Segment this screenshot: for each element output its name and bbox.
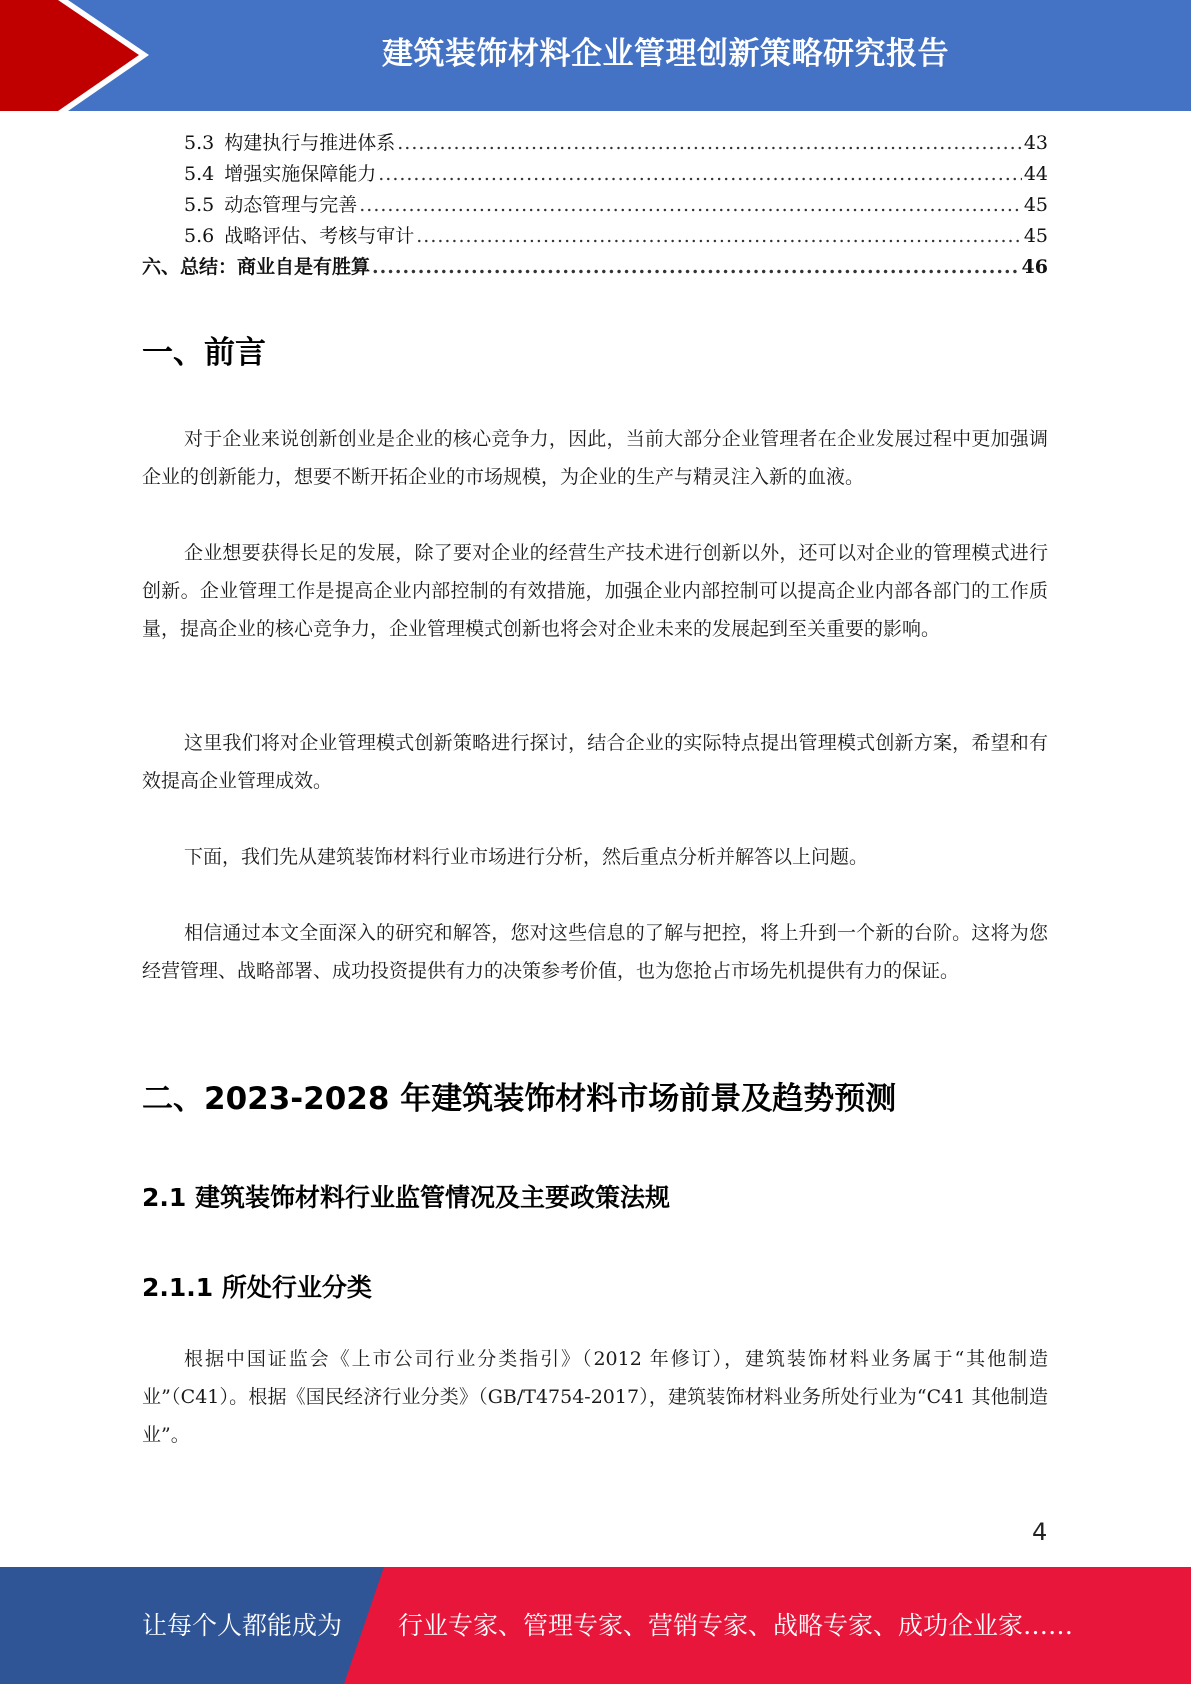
footer-slogan-right: 行业专家、管理专家、营销专家、战略专家、成功企业家…… (398, 1611, 1074, 1640)
toc-entry-title: 构建执行与推进体系 (224, 132, 396, 154)
toc-entry-page: 46 (1021, 256, 1048, 278)
regulation-subheading: 2.1 建筑装饰材料行业监管情况及主要政策法规 (142, 1183, 670, 1212)
toc-entry[interactable] (142, 128, 1048, 159)
preface-paragraph-3: 这里我们将对企业管理模式创新策略进行探讨，结合企业的实际特点提出管理模式创新方案，希望和有效提高企业管理成效。 (142, 732, 1048, 792)
preface-heading: 一、前言 (142, 335, 266, 371)
industry-classification-subheading: 2.1.1 所处行业分类 (142, 1273, 372, 1302)
toc-entry-page: 43 (1023, 132, 1048, 154)
toc-entry[interactable] (142, 221, 1048, 252)
page-footer (0, 1567, 1191, 1684)
toc-leader-dots (372, 252, 1020, 283)
toc-entry-title: 战略评估、考核与审计 (224, 225, 415, 247)
toc-entry-number: 5.5 (184, 194, 215, 216)
toc-entry-page: 45 (1023, 225, 1048, 247)
toc-entry-title: 增强实施保障能力 (224, 163, 377, 185)
toc-entry-title: 动态管理与完善 (224, 194, 358, 216)
footer-slogan-left: 让每个人都能成为 (142, 1611, 343, 1640)
toc-entry[interactable] (142, 190, 1048, 221)
preface-paragraph-2: 企业想要获得长足的发展，除了要对企业的经营生产技术进行创新以外，还可以对企业的管理模式进行创新。企业管理工作是提高企业内部控制的有效措施，加强企业内部控制可以提高企业内部各部门的工作质量，提高企业的核心竞争力，企业管理模式创新也将会对企业未来的发展起到至关重要的影响。 (142, 542, 1048, 640)
toc-leader-dots (397, 128, 1022, 159)
toc-entry-chapter[interactable] (142, 252, 1048, 283)
report-title: 建筑装饰材料企业管理创新策略研究报告 (382, 35, 949, 72)
toc-leader-dots (416, 221, 1022, 252)
header-flag-shape (0, 0, 160, 111)
toc-entry[interactable] (142, 159, 1048, 190)
market-forecast-heading: 二、2023-2028 年建筑装饰材料市场前景及趋势预测 (142, 1081, 897, 1117)
toc-entry-page: 44 (1023, 163, 1048, 185)
toc-entry-number: 5.3 (184, 132, 215, 154)
preface-paragraph-4: 下面，我们先从建筑装饰材料行业市场进行分析，然后重点分析并解答以上问题。 (184, 846, 869, 868)
page-header (0, 0, 1191, 111)
preface-paragraph-5: 相信通过本文全面深入的研究和解答，您对这些信息的了解与把控，将上升到一个新的台阶。这将为您经营管理、战略部署、成功投资提供有力的决策参考价值，也为您抢占市场先机提供有力的保证。 (142, 922, 1048, 982)
toc-leader-dots (359, 190, 1022, 221)
toc-entry-number: 5.4 (184, 163, 215, 185)
page-number: 4 (1032, 1518, 1048, 1546)
toc-leader-dots (378, 159, 1022, 190)
preface-paragraph-1: 对于企业来说创新创业是企业的核心竞争力，因此，当前大部分企业管理者在企业发展过程中更加强调企业的创新能力，想要不断开拓企业的市场规模，为企业的生产与精灵注入新的血液。 (142, 428, 1048, 488)
toc-entry-title: 六、总结：商业自是有胜算 (142, 256, 371, 278)
classification-paragraph: 根据中国证监会《上市公司行业分类指引》（2012 年修订），建筑装饰材料业务属于“其他制造业”（C41）。根据《国民经济行业分类》（GB/T4754-2017），建筑装饰材料业务所处行业为“C41 其他制造业”。 (142, 1348, 1048, 1446)
table-of-contents (142, 128, 1048, 283)
toc-entry-page: 45 (1023, 194, 1048, 216)
toc-entry-number: 5.6 (184, 225, 215, 247)
